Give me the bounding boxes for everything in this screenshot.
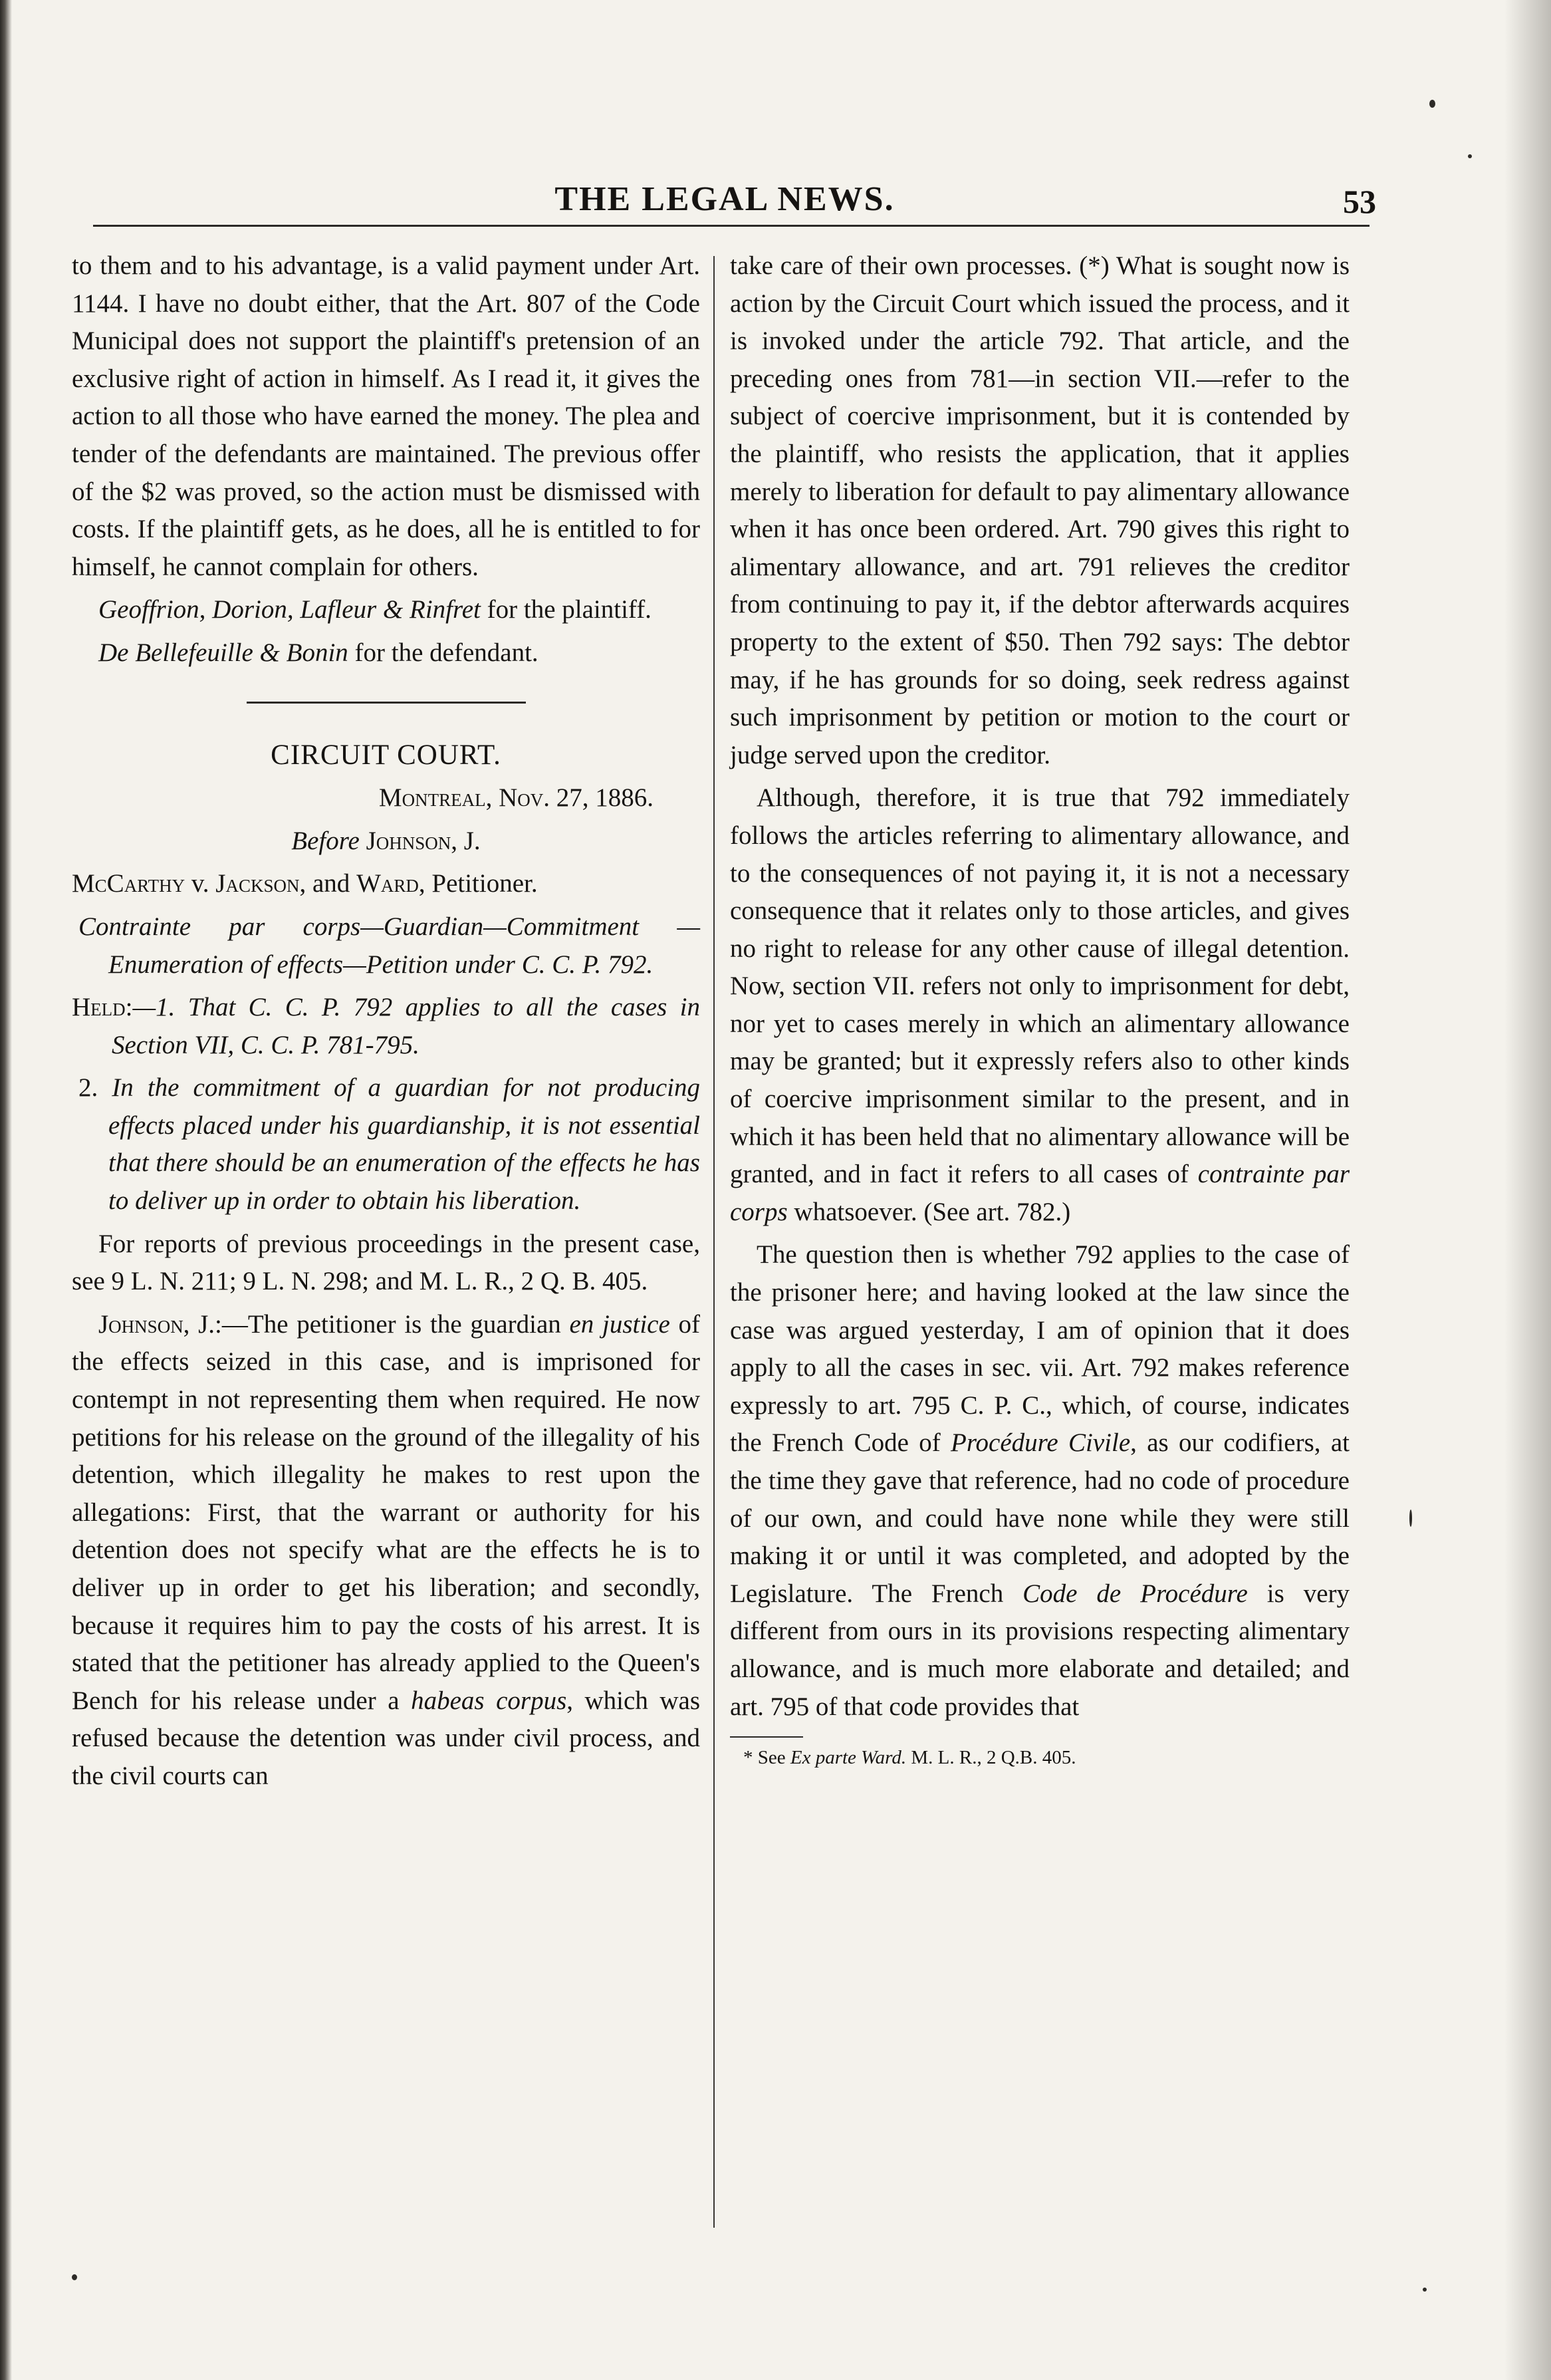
left-column xyxy=(72,247,700,1795)
scan-edge-right xyxy=(1504,0,1551,2380)
page-number: 53 xyxy=(1343,183,1376,220)
scan-speck xyxy=(1423,2288,1427,2292)
counsel-defendant: De Bellefeuille & Bonin for the defendant. xyxy=(98,638,538,667)
previous-reports: For reports of previous proceedings in the present case, see 9 L. N. 211; 9 L. N. 298; and M. L. R., 2 Q. B. 405. xyxy=(72,1229,700,1296)
header-rule xyxy=(93,225,1370,227)
running-header xyxy=(93,180,1376,226)
opinion-paragraph-2: Although, therefore, it is true that 792 immediately follows the articles referring to alimentary allowance, and to the consequences of not paying it, it is not a necessary consequence that it relates only to those articles, and gives no right to release for any other cause of illegal detention. Now, section VII. refers not only to imprisonment for debt, nor yet to cases merely in which an alimentary allowance may be granted; but it expressly refers also to other kinds of coercive imprisonment similar to the present, and in which it has been held that no alimentary allowance will be granted, and in fact it refers to all cases of contrainte par corps whatsoever. (See art. 782.) xyxy=(730,783,1350,1226)
court-heading: CIRCUIT COURT. xyxy=(271,739,501,771)
footnote: * See Ex parte Ward. M. L. R., 2 Q.B. 405. xyxy=(743,1747,1076,1769)
scan-speck xyxy=(1429,100,1435,108)
held-2: 2. In the commitment of a guardian for not producing effects placed under his guardianship, it is not essential that there should be an enumeration of the effects he has to deliver up in order to obtain his liberation. xyxy=(78,1073,700,1216)
case-parties: McCarthy v. Jackson, and Ward, Petitioner. xyxy=(72,869,538,898)
opinion-paragraph-3: The question then is whether 792 applies to the case of the prisoner here; and having looked at the law since the case was argued yesterday, I am of opinion that it does apply to all the cases in sec. vii. Art. 792 makes reference expressly to art. 795 C. P. C., which, of course, indicates the French Code of Procédure Civile, as our codifiers, at the time they gave that reference, had no code of procedure of our own, and could have none while they were still making it or until it was completed, and adopted by the Legislature. The French Code de Procédure is very different from ours in its provisions respecting alimentary allowance, and is much more elaborate and detailed; and art. 795 of that code provides that xyxy=(730,1240,1350,1721)
scan-speck xyxy=(1468,154,1472,158)
opinion-start: Johnson, J.:—The petitioner is the guardian en justice of the effects seized in this case, and is imprisoned for contempt in not representing them when required. He now petitions for his release on the ground of the illegality of his detention, which illegality he makes to rest upon the allegations: First, that the warrant or authority for his detention does not specify what are the effects he is to deliver up in order to get his liberation; and secondly, because it requires him to pay the costs of his arrest. It is stated that the petitioner has already applied to the Queen's Bench for his release under a habeas corpus, which was refused because the detention was under civil process, and the civil courts can xyxy=(72,1309,700,1790)
scan-speck xyxy=(72,2274,77,2280)
scan-edge-left xyxy=(0,0,12,2380)
judgment-conclusion: to them and to his advantage, is a valid payment under Art. 1144. I have no doubt either, that the Art. 807 of the Code Municipal does not support the plaintiff's pretension of an exclusive right of action in himself. As I read it, it gives the action to all those who have earned the money. The plea and tender of the defendants are maintained. The previous offer of the $2 was proved, so the action must be dismissed with costs. If the plaintiff gets, as he does, all he is entitled to for himself, he cannot complain for others. xyxy=(72,251,700,581)
column-divider xyxy=(713,256,715,2228)
section-divider xyxy=(247,702,526,704)
held-1: Held:—1. That C. C. P. 792 applies to all the cases in Section VII, C. C. P. 781-795. xyxy=(72,993,700,1059)
footnote-rule xyxy=(730,1736,803,1738)
dateline: Montreal, Nov. 27, 1886. xyxy=(378,783,654,813)
before-line: Before Johnson, J. xyxy=(291,826,481,855)
scan-speck xyxy=(1409,1510,1412,1527)
opinion-continued: take care of their own processes. (*) What is sought now is action by the Circuit Court which issued the process, and it is invoked under the article 792. That article, and the preceding ones from 781—in section VII.—refer to the subject of coercive imprisonment, but it is contended by the plaintiff, who resists the application, that it applies merely to liberation for default to pay alimentary allowance when it has once been ordered. Art. 790 gives this right to alimentary allowance, and art. 791 relieves the creditor from continuing to pay it, if the debtor afterwards acquires property to the extent of $50. Then 792 says: The debtor may, if he has grounds for so doing, seek redress against such imprisonment by petition or motion to the court or judge served upon the creditor. xyxy=(730,251,1350,769)
counsel-plaintiff: Geoffrion, Dorion, Lafleur & Rinfret for the plaintiff. xyxy=(98,595,652,624)
case-subject: Contrainte par corps—Guardian—Commitment —Enumeration of effects—Petition under C. C. P. 792. xyxy=(78,912,700,979)
journal-title: THE LEGAL NEWS. xyxy=(554,180,895,218)
right-column xyxy=(730,247,1350,1771)
